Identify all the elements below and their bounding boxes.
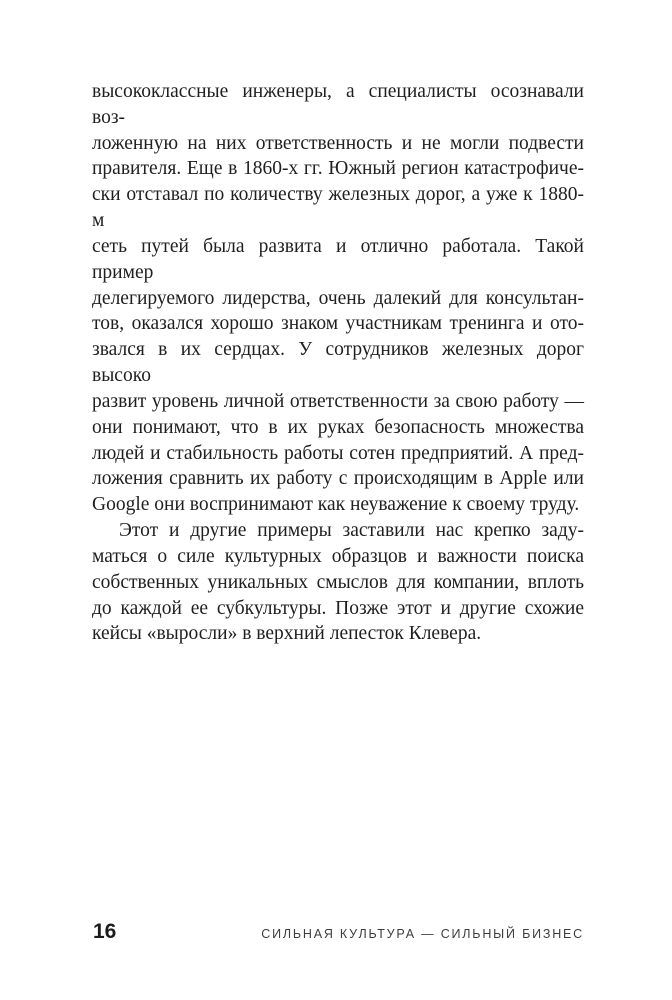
text-line: ложения сравнить их работу с происходящим в Apple или — [92, 468, 584, 490]
text-line: развит уровень личной ответственности за свою работу — — [92, 390, 584, 412]
text-line: кейсы «выросли» в верхний лепесток Клевера. — [92, 623, 482, 645]
text-line: Этот и другие примеры заставили нас крепко заду- — [119, 520, 584, 542]
text-line: маться о силе культурных образцов и важности поиска — [92, 545, 584, 567]
page-footer — [93, 921, 584, 942]
text-line: ски отставал по количеству железных дорог, а уже к 1880-м — [92, 184, 584, 232]
text-line: людей и стабильность работы сотен предприятий. А пред- — [92, 442, 584, 464]
text-line: ложенную на них ответственность и не могли подвести — [92, 132, 584, 154]
body-text — [92, 79, 584, 647]
page-number: 16 — [93, 920, 117, 943]
text-line: звался в их сердцах. У сотрудников железных дорог высоко — [92, 339, 584, 387]
text-line: они понимают, что в их руках безопасность множества — [92, 416, 584, 438]
text-line: делегируемого лидерства, очень далекий для консультан- — [92, 287, 584, 309]
text-line: правителя. Еще в 1860-х гг. Южный регион катастрофиче- — [92, 158, 584, 180]
text-line: сеть путей была развита и отлично работала. Такой пример — [92, 235, 584, 283]
text-line: до каждой ее субкультуры. Позже этот и другие схожие — [92, 597, 584, 619]
text-line: высококлассные инженеры, а специалисты осознавали воз- — [92, 81, 584, 128]
text-line: Google они воспринимают как неуважение к своему труду. — [92, 494, 580, 516]
text-line: тов, оказался хорошо знаком участникам тренинга и ото- — [92, 313, 584, 335]
text-line: собственных уникальных смыслов для компании, вплоть — [92, 571, 584, 593]
running-title: СИЛЬНАЯ КУЛЬТУРА — СИЛЬНЫЙ БИЗНЕС — [261, 927, 584, 941]
